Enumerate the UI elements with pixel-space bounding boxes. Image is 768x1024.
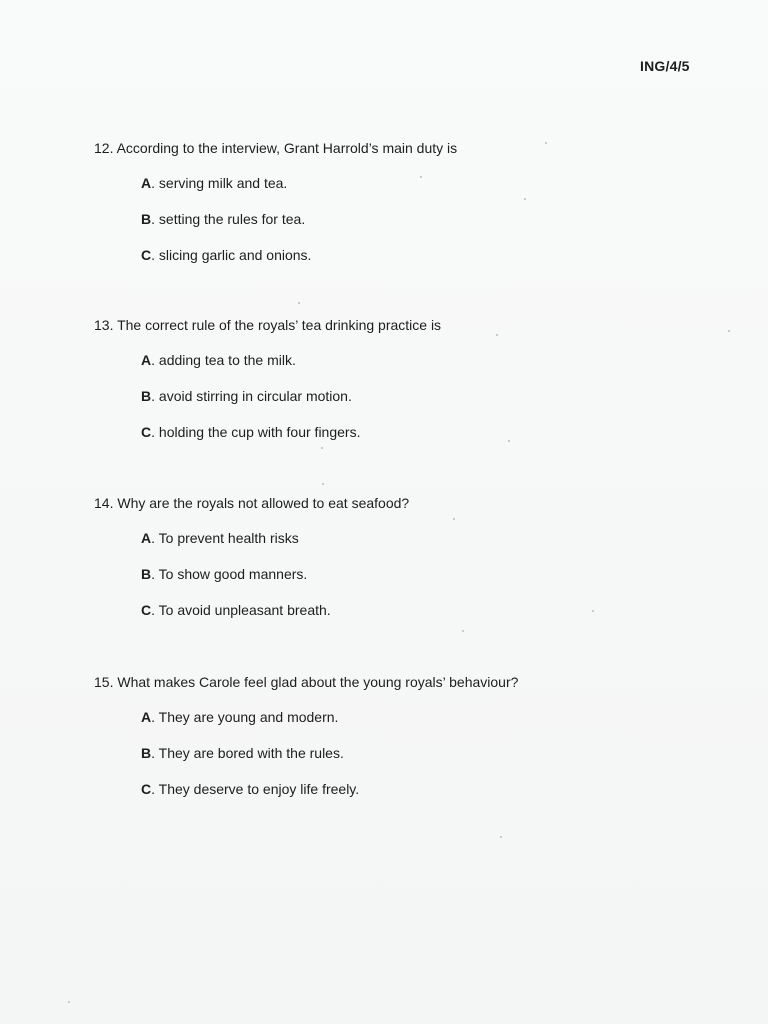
scan-speck <box>322 483 324 485</box>
option-letter: B <box>141 745 152 761</box>
option-letter: C <box>141 247 152 263</box>
question-14 <box>94 494 714 637</box>
option-letter: A <box>141 530 152 546</box>
option-b <box>141 210 714 246</box>
option-letter: B <box>141 211 152 227</box>
option-text: . To show good manners. <box>151 566 308 582</box>
scan-speck <box>462 630 464 632</box>
option-letter: A <box>141 175 152 191</box>
option-c <box>141 601 714 637</box>
scan-speck <box>592 610 594 612</box>
answer-options <box>141 351 714 459</box>
scan-speck <box>321 447 323 449</box>
option-a <box>141 174 714 210</box>
scan-speck <box>545 142 547 144</box>
option-text: . To avoid unpleasant breath. <box>151 602 331 618</box>
option-a <box>141 351 714 387</box>
question-stem: 12. According to the interview, Grant Harrold’s main duty is <box>94 140 458 156</box>
scan-speck <box>508 440 510 442</box>
question-stem: 15. What makes Carole feel glad about the young royals’ behaviour? <box>94 674 519 690</box>
option-letter: A <box>141 352 152 368</box>
question-stem: 13. The correct rule of the royals’ tea drinking practice is <box>94 317 442 333</box>
answer-options <box>141 174 714 282</box>
option-text: . holding the cup with four fingers. <box>151 424 361 440</box>
scan-speck <box>524 198 526 200</box>
question-12 <box>94 139 714 282</box>
option-text: . They are bored with the rules. <box>151 745 344 761</box>
scan-speck <box>496 334 498 336</box>
option-text: . setting the rules for tea. <box>151 211 306 227</box>
option-text: . They deserve to enjoy life freely. <box>151 781 360 797</box>
option-text: . They are young and modern. <box>151 709 339 725</box>
answer-options <box>141 529 714 637</box>
option-text: . serving milk and tea. <box>151 175 288 191</box>
option-b <box>141 387 714 423</box>
question-13 <box>94 316 714 459</box>
option-b <box>141 565 714 601</box>
scan-speck <box>453 518 455 520</box>
option-letter: A <box>141 709 152 725</box>
answer-options <box>141 708 714 816</box>
scan-speck <box>68 1001 70 1003</box>
scan-speck <box>298 302 300 304</box>
option-b <box>141 744 714 780</box>
option-c <box>141 246 714 282</box>
option-c <box>141 423 714 459</box>
option-letter: B <box>141 388 152 404</box>
question-stem: 14. Why are the royals not allowed to eat seafood? <box>94 495 410 511</box>
option-letter: C <box>141 602 152 618</box>
page-code: ING/4/5 <box>640 58 690 74</box>
option-letter: C <box>141 424 152 440</box>
option-letter: C <box>141 781 152 797</box>
option-text: . adding tea to the milk. <box>151 352 296 368</box>
option-c <box>141 780 714 816</box>
option-a <box>141 529 714 565</box>
scan-speck <box>728 330 730 332</box>
option-a <box>141 708 714 744</box>
scan-speck <box>420 176 422 178</box>
option-text: . slicing garlic and onions. <box>151 247 312 263</box>
option-text: . avoid stirring in circular motion. <box>151 388 352 404</box>
option-text: . To prevent health risks <box>151 530 299 546</box>
option-letter: B <box>141 566 152 582</box>
question-15 <box>94 673 714 816</box>
scan-speck <box>500 836 502 838</box>
